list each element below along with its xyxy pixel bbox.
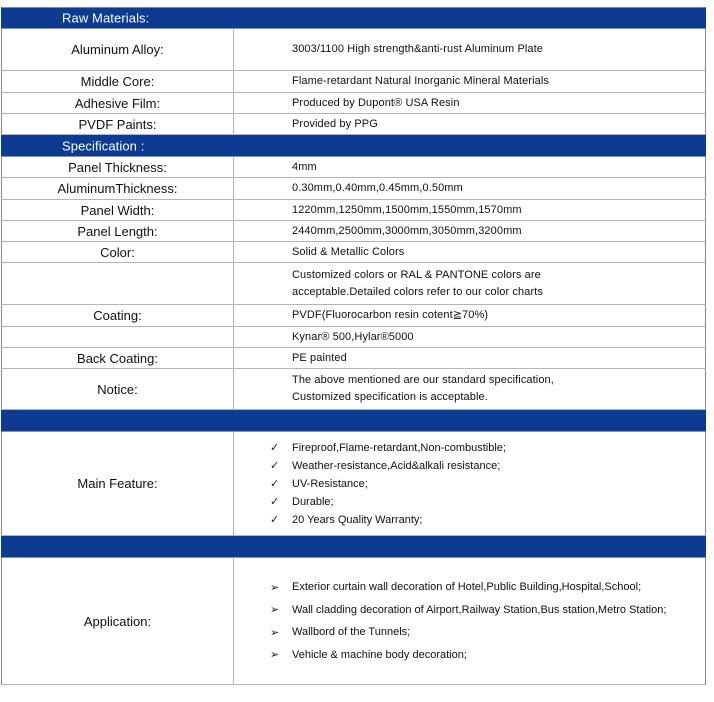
row-label: Notice: [2,369,234,409]
row-label: Middle Core: [2,71,234,92]
row-label: Back Coating: [2,348,234,368]
row-label: Color: [2,242,234,262]
row-value: Kynar® 500,Hylar®5000 [292,330,414,343]
list-item-text: Wall cladding decoration of Airport,Railway Station,Bus station,Metro Station; [292,603,667,616]
list-item [270,493,705,511]
list-item-text: Durable; [292,495,334,508]
value-line: Customized colors or RAL & PANTONE colors are [292,268,541,281]
list-item-text: Exterior curtain wall decoration of Hotel,Public Building,Hospital,School; [292,581,642,594]
row-value: Solid & Metallic Colors [292,245,405,258]
table-row [1,200,706,221]
table-row [1,327,706,348]
feature-list [234,432,705,535]
application-list [234,558,705,684]
row-value: 4mm [292,160,317,173]
list-item [270,439,705,457]
list-item-text: UV-Resistance; [292,477,368,490]
row-value: Produced by Dupont® USA Resin [292,96,460,109]
row-value: 3003/1100 High strength&anti-rust Aluminum Plate [292,43,544,55]
table-row [1,263,706,305]
row-value: Provided by PPG [292,117,378,130]
row-value: Flame-retardant Natural Inorganic Mineral Materials [292,75,549,87]
list-item-text: Vehicle & machine body decoration; [292,648,467,661]
list-item-text: 20 Years Quality Warranty; [292,513,423,526]
list-item-text: Wallbord of the Tunnels; [292,626,411,639]
check-icon: ✓ [270,496,280,508]
table-row [1,71,706,93]
list-item [270,511,705,529]
table-row [1,29,706,71]
row-label [2,263,234,304]
list-item [270,621,705,644]
row-value [234,369,705,409]
row-label: Adhesive Film: [2,93,234,113]
row-label: Panel Width: [2,200,234,220]
section-title: Specification : [62,138,145,153]
arrow-bullet-icon: ➢ [270,649,280,662]
list-item [270,457,705,475]
list-item-text: Weather-resistance,Acid&alkali resistance; [292,459,501,472]
table-row [1,157,706,178]
table-row [1,305,706,327]
table-row [1,242,706,263]
section-header-raw-materials [1,7,706,29]
row-label: PVDF Paints: [2,114,234,134]
arrow-bullet-icon: ➢ [270,581,280,594]
table-row [1,221,706,242]
list-item [270,644,705,667]
list-item [270,475,705,493]
spec-table [1,7,706,685]
list-item [270,576,705,599]
table-row [1,369,706,410]
table-row-application [1,558,706,685]
table-row [1,93,706,114]
section-header-specification [1,135,706,157]
row-label: Panel Thickness: [2,157,234,177]
row-label [2,327,234,347]
check-icon: ✓ [270,460,280,472]
row-value: 0.30mm,0.40mm,0.45mm,0.50mm [292,182,463,194]
section-header-features [1,410,706,432]
table-row [1,348,706,369]
table-row [1,114,706,135]
value-line: The above mentioned are our standard specification, [292,374,554,386]
section-title: Raw Materials: [62,10,150,26]
row-label: Main Feature: [2,432,234,535]
value-line: acceptable.Detailed colors refer to our color charts [292,285,543,298]
row-value: PVDF(Fluorocarbon resin cotent≧70%) [292,309,489,321]
list-item-text: Fireproof,Flame-retardant,Non-combustible; [292,441,506,454]
arrow-bullet-icon: ➢ [270,626,280,639]
row-label: AluminumThickness: [2,178,234,199]
check-icon: ✓ [270,478,280,490]
arrow-bullet-icon: ➢ [270,604,280,617]
row-label: Application: [2,558,234,684]
section-header-application [1,536,706,558]
row-label: Coating: [2,305,234,326]
list-item [270,599,705,622]
row-label: Aluminum Alloy: [2,29,234,70]
table-row [1,178,706,200]
row-value [234,263,705,304]
row-value: 1220mm,1250mm,1500mm,1550mm,1570mm [292,203,522,216]
row-value: PE painted [292,351,347,364]
check-icon: ✓ [270,442,280,454]
table-row-main-feature [1,432,706,536]
row-value: 2440mm,2500mm,3000mm,3050mm,3200mm [292,224,522,237]
row-label: Panel Length: [2,221,234,241]
value-line: Customized specification is acceptable. [292,391,488,403]
check-icon: ✓ [270,514,280,526]
